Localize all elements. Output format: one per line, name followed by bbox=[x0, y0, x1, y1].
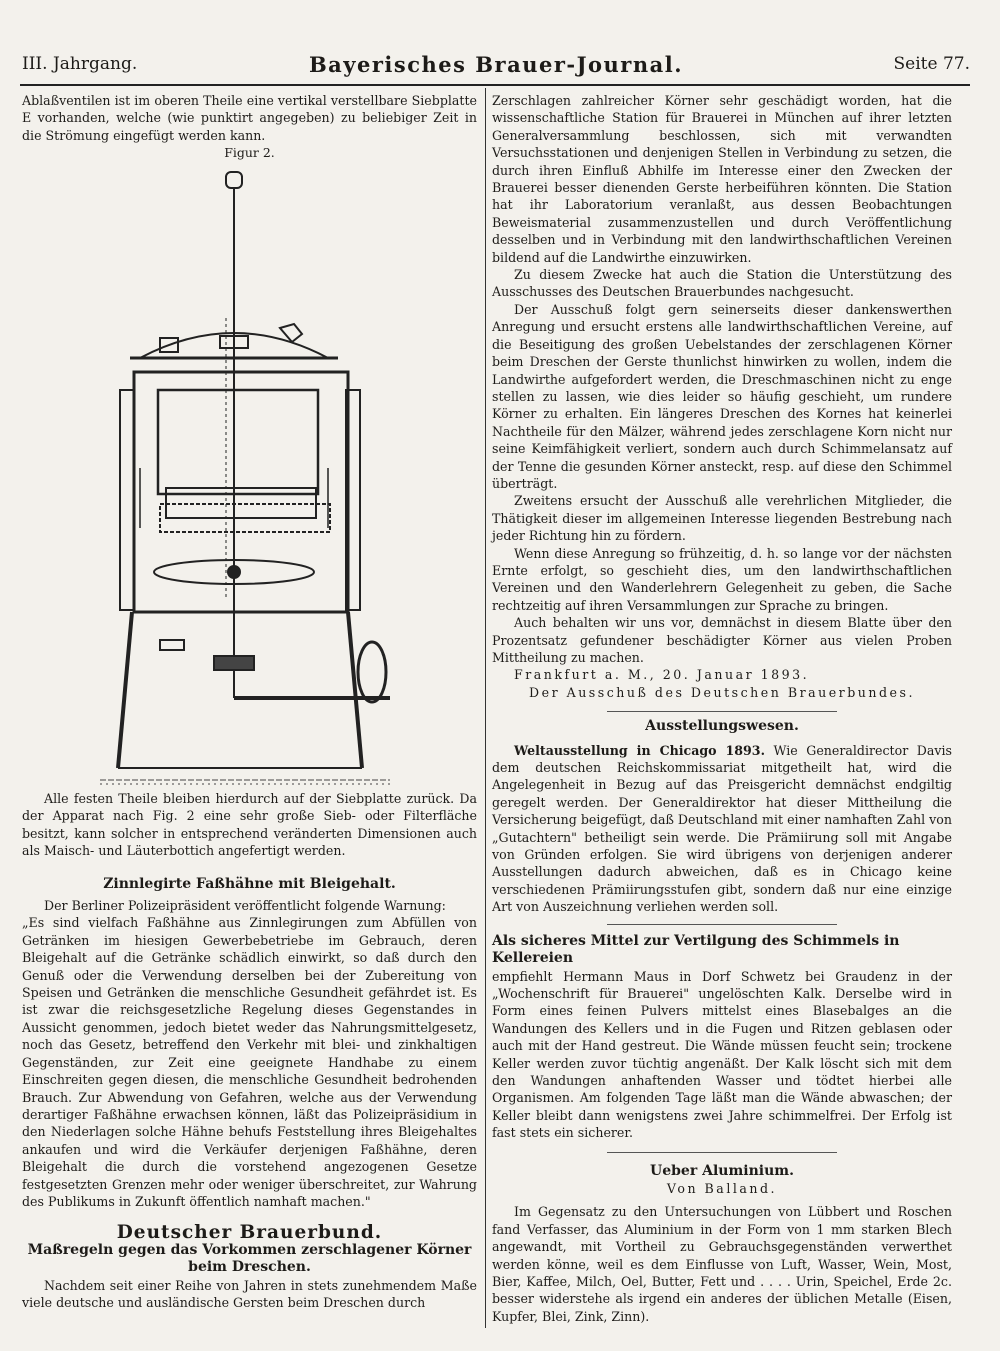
members-paragraph: Zweitens ersucht der Ausschuß alle verehrlichen Mitglieder, die Thätigkeit dieser im allgemeinen Interesse liegenden Bestrebung nach jeder Richtung hin zu fördern. bbox=[492, 493, 952, 544]
figure-caption: Figur 2. bbox=[224, 145, 275, 161]
intro-paragraph: Ablaßventilen ist im oberen Theile eine vertikal verstellbare Siebplatte E vorhanden, welche (wie punktirt angegeben) zu beliebiger Zeit in die Strömung eingefügt werden kann. bbox=[22, 93, 477, 143]
section-title-brauerbund: Deutscher Brauerbund. bbox=[116, 1222, 383, 1244]
left-column-top bbox=[22, 92, 477, 162]
support-paragraph: Zu diesem Zwecke hat auch die Station die Unterstützung des Ausschusses des Deutschen Brauerbundes nachgesucht. bbox=[492, 267, 952, 300]
volume-label: III. Jahrgang. bbox=[22, 54, 138, 74]
schimmel-paragraph: empfiehlt Hermann Maus in Dorf Schwetz bei Graudenz in der „Wochenschrift für Brauerei" ungelöschten Kalk. Derselbe wird in Form eines feinen Pulvers mittelst eines Blasebalges an die Wandungen des Kellers und in die Fugen und Ritzen geblasen oder auch mit der Hand gestreut. Die Wände müssen feucht sein; trockene Keller werden zuvor tüchtig angenäßt. Der Kalk löscht sich mit dem den Wandungen anhaftenden Wasser und tödtet hierbei alle Organismen. Am folgenden Tage läßt man die Wände abwaschen; der Keller bleibt dann wenigstens zwei Jahre schimmelfrei. Der Erfolg ist fast stets ein sicherer. bbox=[492, 968, 952, 1141]
page-header bbox=[22, 54, 970, 84]
signature: Der Ausschuß des Deutschen Brauerbundes. bbox=[529, 684, 915, 700]
apparatus-figure bbox=[100, 168, 390, 786]
aluminium-paragraph: Im Gegensatz zu den Untersuchungen von Lübbert und Roschen fand Verfasser, das Aluminium in der Form von 1 mm starken Blech angewandt, mit Vortheil zu Gebrauchsgegenständen verwerthet werden könne, weil es dem Einflusse von Luft, Wasser, Wein, Most, Bier, Kaffee, Milch, Oel, Butter, Fett und . . . . Urin, Speichel, Erde 2c. besser widerstehe als irgend ein anderes der üblichen Metalle (Eisen, Kupfer, Blei, Zink, Zinn). bbox=[492, 1204, 952, 1324]
section-subtitle-koerner: Maßregeln gegen das Vorkommen zerschlagener Körner beim Dreschen. bbox=[27, 1241, 472, 1276]
aluminium-author: Von Balland. bbox=[666, 1180, 778, 1196]
fasshaehne-warning: „Es sind vielfach Faßhähne aus Zinnlegirungen zum Abfüllen von Getränken im hiesigen Gewerbebetriebe im Gebrauch, deren Bleigehalt auf die Getränke schädlich einwirkt, so daß durch den Genuß oder die Verwendung derselben bei der Zubereitung von Speisen und Getränken die menschliche Gesundheit gefährdet ist. Es ist zwar die reichsgesetzliche Regelung dieses Gegenstandes in Aussicht genommen, jedoch bietet weder das Nahrungsmittelgesetz, noch das Gesetz, betreffend den Verkehr mit blei- und zinkhaltigen Gegenständen, zur Zeit eine geeignete Handhabe zu einem Einschreiten gegen diesen, die menschliche Gesundheit bedrohenden Brauch. Zur Abwendung von Gefahren, welche aus der Verwendung derartiger Faßhähne erwachsen können, läßt das Polizeipräsidium in den Niederlagen solche Hähne behufs Feststellung ihres Bleigehaltes ankaufen und wird die Verkäufer derjenigen Faßhähne, deren Bleigehalt die durch die vorstehend angezogenen Gesetze festgesetzten Grenzen mehr oder weniger überschreitet, zur Wahrung des Publikums in Zukunft öffentlich namhaft machen." bbox=[22, 915, 477, 1209]
page-number: Seite 77. bbox=[893, 54, 970, 74]
journal-title: Bayerisches Brauer-Journal. bbox=[308, 52, 684, 77]
chicago-text: Wie Generaldirector Davis dem deutschen Reichskommissariat mitgetheilt hat, wird die Angelegenheit in Bezug auf das Preisgericht demnächst endgiltig geregelt werden. Der Generaldirektor hat dieser Mittheilung die Versicherung beigefügt, daß Deutschland mit einer namhaften Zahl von „Gutachtern" betheiligt sein werde. Die Prämiirung soll mit Angabe von Gründen erfolgen. Sie wird übrigens von derjenigen anderer Ausstellungen dadurch abweichen, daß es in Chicago keine verschiedenen Prämiirungsstufen gibt, sondern daß nur eine einzige Art von Auszeichnung verliehen werden soll. bbox=[492, 742, 952, 915]
chicago-lead: Weltausstellung in Chicago 1893. bbox=[514, 742, 765, 758]
committee-paragraph: Der Ausschuß folgt gern seinerseits dieser dankenswerthen Anregung und ersucht erstens alle landwirthschaftlichen Vereine, auf die Beseitigung des großen Uebelstandes der zerschlagenen Körner beim Dreschen der Gerste thunlichst hinwirken zu wollen, indem die Landwirthe aufgefordert werden, die Dreschmaschinen nicht zu enge stellen zu lassen, wie dies leider so häufig geschieht, um rundere Körner zu erhalten. Ein längeres Dreschen des Kornes hat keinerlei Nachtheile für den Mälzer, während jedes zerschlagene Korn nicht nur seine Keimfähigkeit verliert, sondern auch durch Schimmelansatz auf der Tenne die gesunden Körner ansteckt, resp. auf diese den Schimmel überträgt. bbox=[492, 301, 952, 491]
place-date: Frankfurt a. M., 20. Januar 1893. bbox=[514, 667, 810, 683]
timing-paragraph: Wenn diese Anregung so frühzeitig, d. h. so lange vor der nächsten Ernte erfolgt, so geschieht dies, um den landwirthschaftlichen Vereinen und den Wanderlehrern Gelegenheit zu geben, die Sache rechtzeitig auf ihren Versammlungen zur Sprache zu bringen. bbox=[492, 545, 952, 613]
left-column-bottom bbox=[22, 790, 477, 1311]
fasshaehne-intro: Der Berliner Polizeipräsident veröffentlicht folgende Warnung: bbox=[44, 898, 446, 914]
section-title-aluminium: Ueber Aluminium. bbox=[650, 1162, 794, 1179]
station-paragraph: Zerschlagen zahlreicher Körner sehr geschädigt worden, hat die wissenschaftliche Station für Brauerei in München auf ihrer letzten Generalversammlung beschlossen, sich mit verwandten Versuchsstationen und denjenigen Stellen in Verbindung zu setzen, die durch ihren Einfluß Abhilfe im Interesse einer den Zwecken der Brauerei besser dienenden Gerste herbeiführen könnten. Die Station hat ihr Laboratorium veranlaßt, aus dessen Beobachtungen Beweismaterial zusammenzustellen und durch Veröffentlichung desselben und in Verbindung mit den landwirthschaftlichen Vereinen bildend auf die Landwirthe einzuwirken. bbox=[492, 93, 952, 265]
after-figure-paragraph: Alle festen Theile bleiben hierdurch auf der Siebplatte zurück. Da der Apparat nach Fig. 2 eine sehr große Sieb- oder Filterfläche besitzt, kann solcher in entsprechend veränderten Dimensionen auch als Maisch- und Läuterbottich angefertigt werden. bbox=[22, 791, 477, 859]
koerner-paragraph: Nachdem seit einer Reihe von Jahren in stets zunehmendem Maße viele deutsche und ausländische Gersten beim Dreschen durch bbox=[22, 1277, 477, 1310]
header-rule bbox=[20, 84, 970, 86]
report-paragraph: Auch behalten wir uns vor, demnächst in diesem Blatte über den Prozentsatz gefundener beschädigter Körner aus vielen Proben Mittheilung zu machen. bbox=[492, 615, 952, 665]
section-title-ausstellungswesen: Ausstellungswesen. bbox=[645, 718, 799, 735]
section-title-fasshaehne: Zinnlegirte Faßhähne mit Bleigehalt. bbox=[103, 875, 396, 892]
column-divider bbox=[485, 88, 486, 1328]
section-title-schimmel: Als sicheres Mittel zur Vertilgung des Schimmels in Kellereien bbox=[492, 932, 900, 967]
right-column bbox=[492, 92, 952, 1325]
